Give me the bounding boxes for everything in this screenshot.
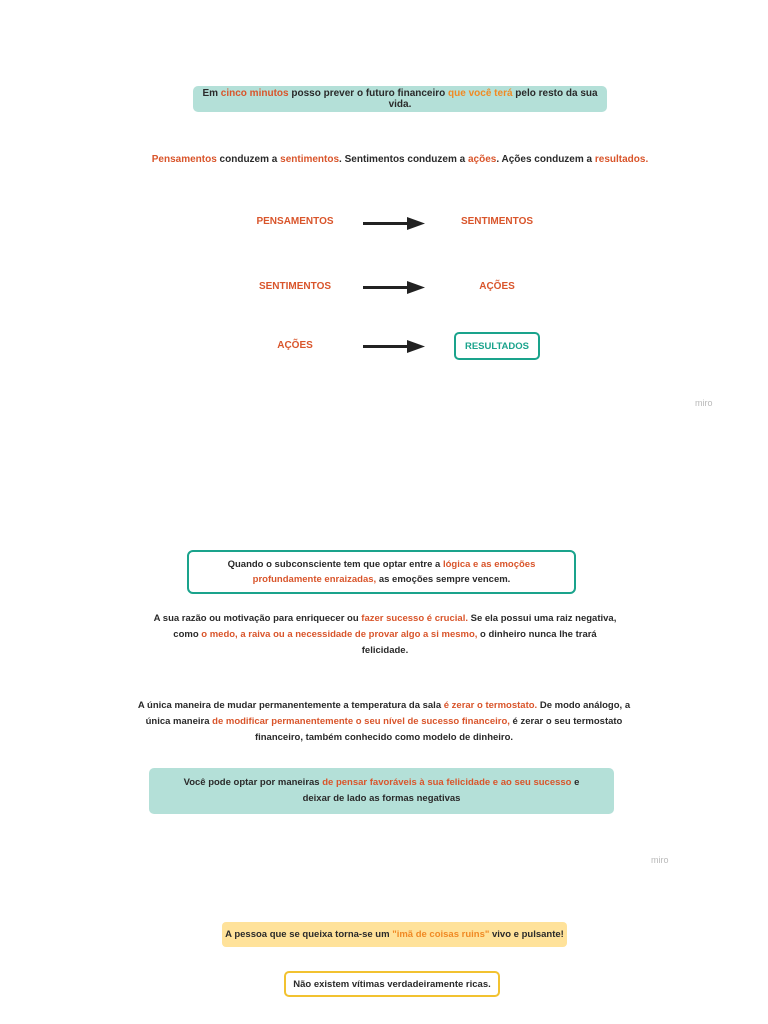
victims-text: Não existem vítimas verdadeiramente ricas. [293, 978, 491, 990]
victims-callout [284, 971, 500, 997]
arrow-right-icon [363, 339, 425, 353]
arrow-right-icon [363, 216, 425, 230]
results-box [454, 332, 540, 360]
motivation-paragraph: A sua razão ou motivação para enriquecer ou fazer sucesso é crucial. Se ela possui uma raiz negativa, como o medo, a raiva ou a necessidade de provar algo a si mesmo, o dinheiro nunca lhe trará felicidade. [153, 613, 617, 656]
subconscious-text: Quando o subconsciente tem que optar entre a lógica e as emoções profundamente enraizadas, as emoções sempre vencem. [227, 559, 536, 585]
miro-watermark: miro [651, 855, 669, 865]
intro-text: Em cinco minutos posso prever o futuro financeiro que você terá pelo resto da sua vida. [202, 88, 598, 110]
flow-row2-right: AÇÕES [479, 281, 515, 292]
miro-watermark: miro [695, 398, 713, 408]
thermostat-paragraph: A única maneira de mudar permanentemente a temperatura da sala é zerar o termostato. De modo análogo, a única maneira de modificar permanentemente o seu nível de sucesso financeiro, é zerar o seu termostato financeiro, também conhecido como modelo de dinheiro. [137, 700, 631, 743]
flow-row1-left: PENSAMENTOS [256, 216, 334, 227]
choice-text: Você pode optar por maneiras de pensar favoráveis à sua felicidade e ao seu sucesso e deixar de lado as formas negativas [183, 777, 580, 804]
complain-callout [222, 922, 567, 947]
flow-row1-right: SENTIMENTOS [460, 216, 534, 227]
results-label: RESULTADOS [464, 340, 530, 352]
flow-row2-left: SENTIMENTOS [258, 281, 332, 292]
arrow-right-icon [363, 280, 425, 294]
complain-text: A pessoa que se queixa torna-se um "imã de coisas ruins" vivo e pulsante! [225, 929, 564, 940]
subconscious-callout [187, 550, 576, 594]
choice-callout [149, 768, 614, 814]
flow-row3-left: AÇÕES [277, 340, 313, 351]
principle-line: Pensamentos conduzem a sentimentos. Sentimentos conduzem a ações. Ações conduzem a resultados. [151, 154, 649, 165]
intro-callout [193, 86, 607, 112]
